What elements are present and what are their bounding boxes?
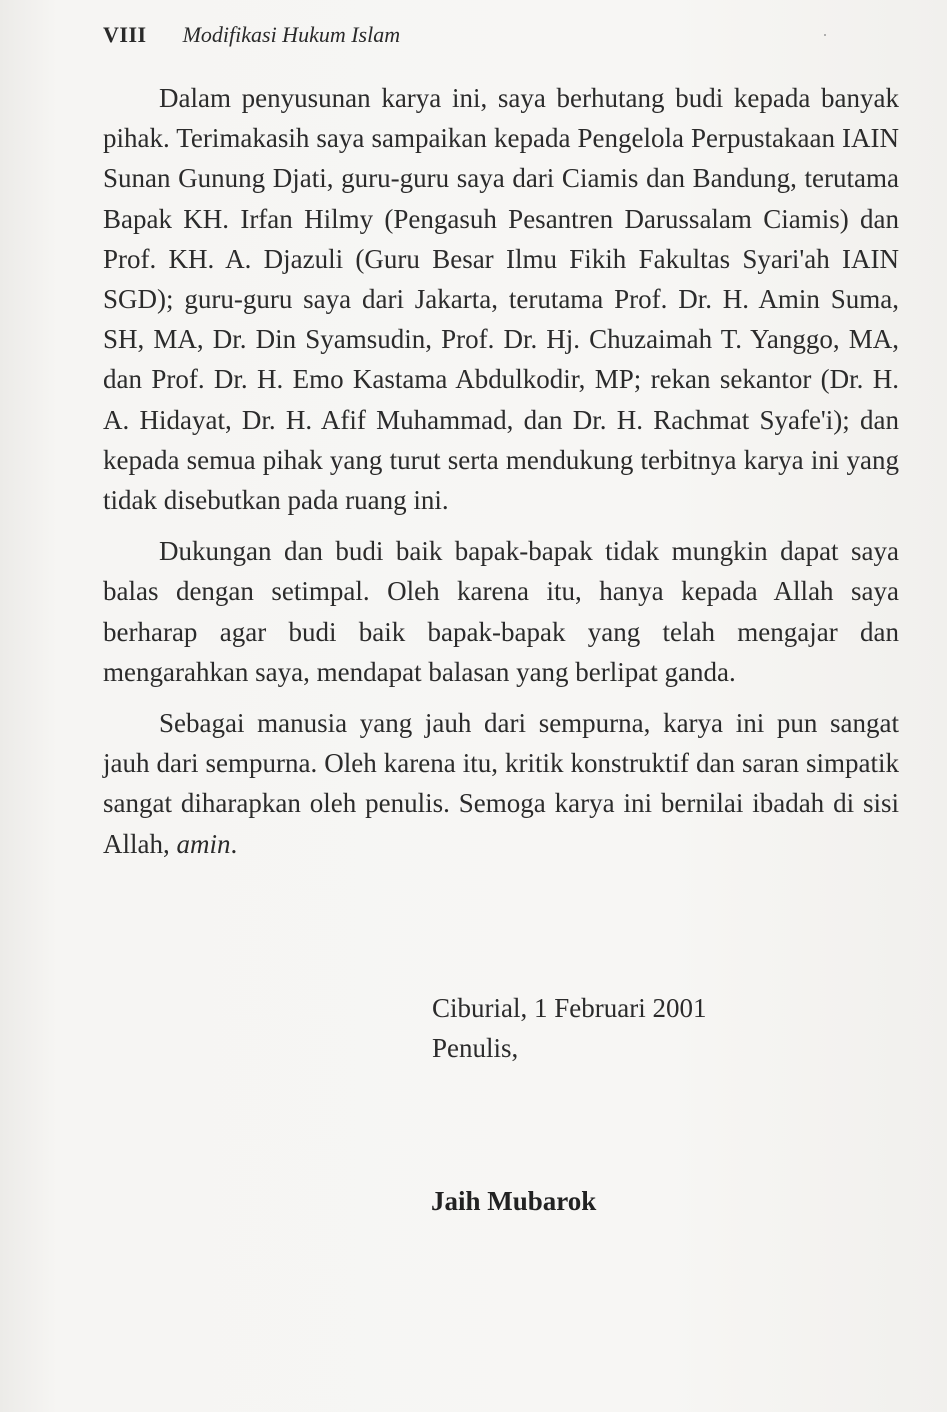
closing-text: Sebagai manusia yang jauh dari sempurna, karya ini pun sangat jauh dari sempurna. Oleh karena itu, kritik konstruktif dan saran simpatik sangat diharapkan oleh penulis. Semoga karya ini bernilai ibadah di sisi Allah, <box>103 708 899 859</box>
running-header <box>103 22 400 48</box>
author-name: Jaih Mubarok <box>431 1186 597 1216</box>
signature-block <box>432 988 706 1068</box>
closing-italic-word: amin <box>176 828 231 859</box>
running-book-title: Modifikasi Hukum Islam <box>182 22 401 47</box>
closing-period: . <box>230 828 238 859</box>
paragraph-gratitude: Dukungan dan budi baik bapak-bapak tidak mungkin dapat saya balas dengan setimpal. Oleh karena itu, hanya kepada Allah saya berharap agar budi baik bapak-bapak yang telah mengajar dan mengarahkan saya, mendapat balasan yang berlipat ganda. <box>103 536 899 687</box>
place-date: Ciburial, 1 Februari 2001 <box>432 993 707 1023</box>
print-speck <box>824 34 826 36</box>
author-role: Penulis, <box>432 1033 519 1063</box>
paragraph-closing <box>103 703 899 864</box>
paragraph-acknowledgements: Dalam penyusunan karya ini, saya berhutang budi kepada banyak pihak. Terimakasih saya sampaikan kepada Pengelola Perpustakaan IAIN Sunan Gunung Djati, guru-guru saya dari Ciamis dan Bandung, terutama Bapak KH. Irfan Hilmy (Pengasuh Pesantren Darussalam Ciamis) dan Prof. KH. A. Djazuli (Guru Besar Ilmu Fikih Fakultas Syari'ah IAIN SGD); guru-guru saya dari Jakarta, terutama Prof. Dr. H. Amin Suma, SH, MA, Dr. Din Syamsudin, Prof. Dr. Hj. Chuzaimah T. Yanggo, MA, dan Prof. Dr. H. Emo Kastama Abdulkodir, MP; rekan sekantor (Dr. H. A. Hidayat, Dr. H. Afif Muhammad, dan Dr. H. Rachmat Syafe'i); dan kepada semua pihak yang turut serta mendukung terbitnya karya ini yang tidak disebutkan pada ruang ini. <box>103 83 899 516</box>
body-text <box>103 78 899 864</box>
page-number: VIII <box>103 22 147 47</box>
